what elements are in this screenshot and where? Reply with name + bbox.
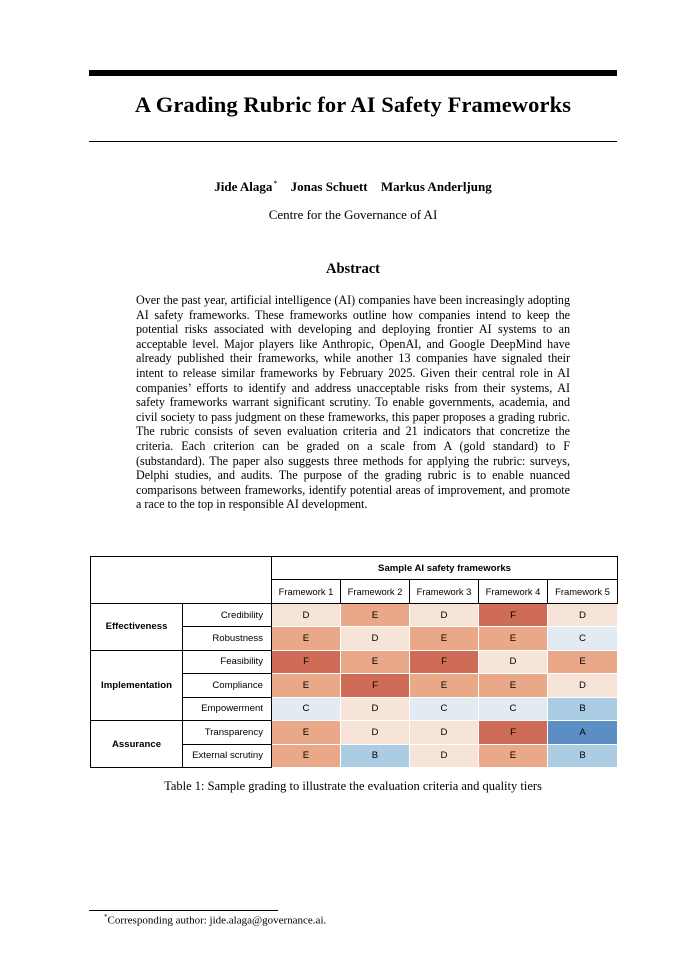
group-label: Effectiveness — [91, 603, 183, 650]
grading-table — [90, 556, 618, 768]
abstract-heading: Abstract — [326, 261, 380, 277]
grade-cell: D — [548, 603, 618, 626]
table-row — [91, 721, 618, 744]
author-3: Markus Anderljung — [380, 179, 492, 195]
affiliation: Centre for the Governance of AI — [268, 207, 438, 222]
grade-cell: D — [479, 650, 548, 673]
criterion-label: External scrutiny — [183, 744, 272, 768]
grading-table-container — [90, 556, 617, 768]
criterion-label: Empowerment — [183, 697, 272, 720]
grade-cell: E — [548, 650, 618, 673]
grade-cell: D — [341, 627, 410, 650]
grade-cell: E — [272, 627, 341, 650]
grade-cell: C — [548, 627, 618, 650]
grade-cell: D — [410, 603, 479, 626]
grade-cell: F — [479, 603, 548, 626]
footnote: *Corresponding author: jide.alaga@governance.ai. — [104, 913, 327, 927]
grade-cell: F — [479, 721, 548, 744]
grade-cell: F — [341, 674, 410, 697]
footnote-rule — [89, 910, 278, 911]
title-rule — [89, 141, 617, 142]
grade-cell: D — [341, 697, 410, 720]
grade-cell: E — [272, 744, 341, 768]
grade-cell: C — [272, 697, 341, 720]
grade-cell: E — [479, 674, 548, 697]
grade-cell: E — [272, 721, 341, 744]
criterion-label: Compliance — [183, 674, 272, 697]
grade-cell: C — [479, 697, 548, 720]
grade-cell: D — [410, 744, 479, 768]
grade-cell: E — [341, 650, 410, 673]
group-label: Implementation — [91, 650, 183, 720]
author-1: Jide Alaga* — [214, 179, 278, 195]
table-row — [91, 650, 618, 673]
table-corner — [91, 557, 272, 604]
framework-header-5: Framework 5 — [548, 580, 618, 603]
grade-cell: D — [548, 674, 618, 697]
grade-cell: D — [272, 603, 341, 626]
criterion-label: Robustness — [183, 627, 272, 650]
grade-cell: D — [341, 721, 410, 744]
framework-header-1: Framework 1 — [272, 580, 341, 603]
abstract-text: Over the past year, artificial intelligence (AI) companies have been increasingly adopting AI safety frameworks. These frameworks outline how companies intend to keep the potential risks associated with developing and deploying frontier AI systems to an acceptable level. Major players like Anthropic, OpenAI, and Google DeepMind have already published their frameworks, while another 13 companies have signaled their intent to release similar frameworks by February 2025. Given their central role in AI companies’ efforts to identify and address unacceptable risks from their systems, AI safety frameworks warrant significant scrutiny. To enable governments, academia, and civil society to pass judgment on these frameworks, this paper proposes a grading rubric. The rubric consists of seven evaluation criteria and 21 indicators that concretize the criteria. Each criterion can be graded on a scale from A (gold standard) to F (substandard). The paper also suggests three methods for applying the rubric: surveys, Delphi studies, and audits. The purpose of the grading rubric is to enable nuanced comparisons between frameworks, identify potential areas of improvement, and promote a race to the top in responsible AI development. — [136, 293, 570, 512]
grade-cell: B — [548, 697, 618, 720]
top-rule — [89, 70, 617, 76]
author-list — [89, 179, 617, 195]
grade-cell: A — [548, 721, 618, 744]
table-super-header: Sample AI safety frameworks — [272, 557, 618, 580]
group-label: Assurance — [91, 721, 183, 768]
grade-cell: D — [410, 721, 479, 744]
criterion-label: Credibility — [183, 603, 272, 626]
criterion-label: Transparency — [183, 721, 272, 744]
paper-title: A Grading Rubric for AI Safety Frameworks — [134, 92, 572, 117]
grade-cell: E — [410, 627, 479, 650]
grade-cell: B — [548, 744, 618, 768]
grade-cell: E — [410, 674, 479, 697]
table-caption: Table 1: Sample grading to illustrate the evaluation criteria and quality tiers — [164, 779, 542, 793]
grade-cell: B — [341, 744, 410, 768]
grade-cell: E — [479, 627, 548, 650]
framework-header-3: Framework 3 — [410, 580, 479, 603]
framework-header-4: Framework 4 — [479, 580, 548, 603]
table-row — [91, 603, 618, 626]
grade-cell: C — [410, 697, 479, 720]
grade-cell: E — [272, 674, 341, 697]
framework-header-2: Framework 2 — [341, 580, 410, 603]
grade-cell: E — [479, 744, 548, 768]
author-2: Jonas Schuett — [290, 179, 368, 195]
grade-cell: F — [410, 650, 479, 673]
grade-cell: E — [341, 603, 410, 626]
criterion-label: Feasibility — [183, 650, 272, 673]
grade-cell: F — [272, 650, 341, 673]
